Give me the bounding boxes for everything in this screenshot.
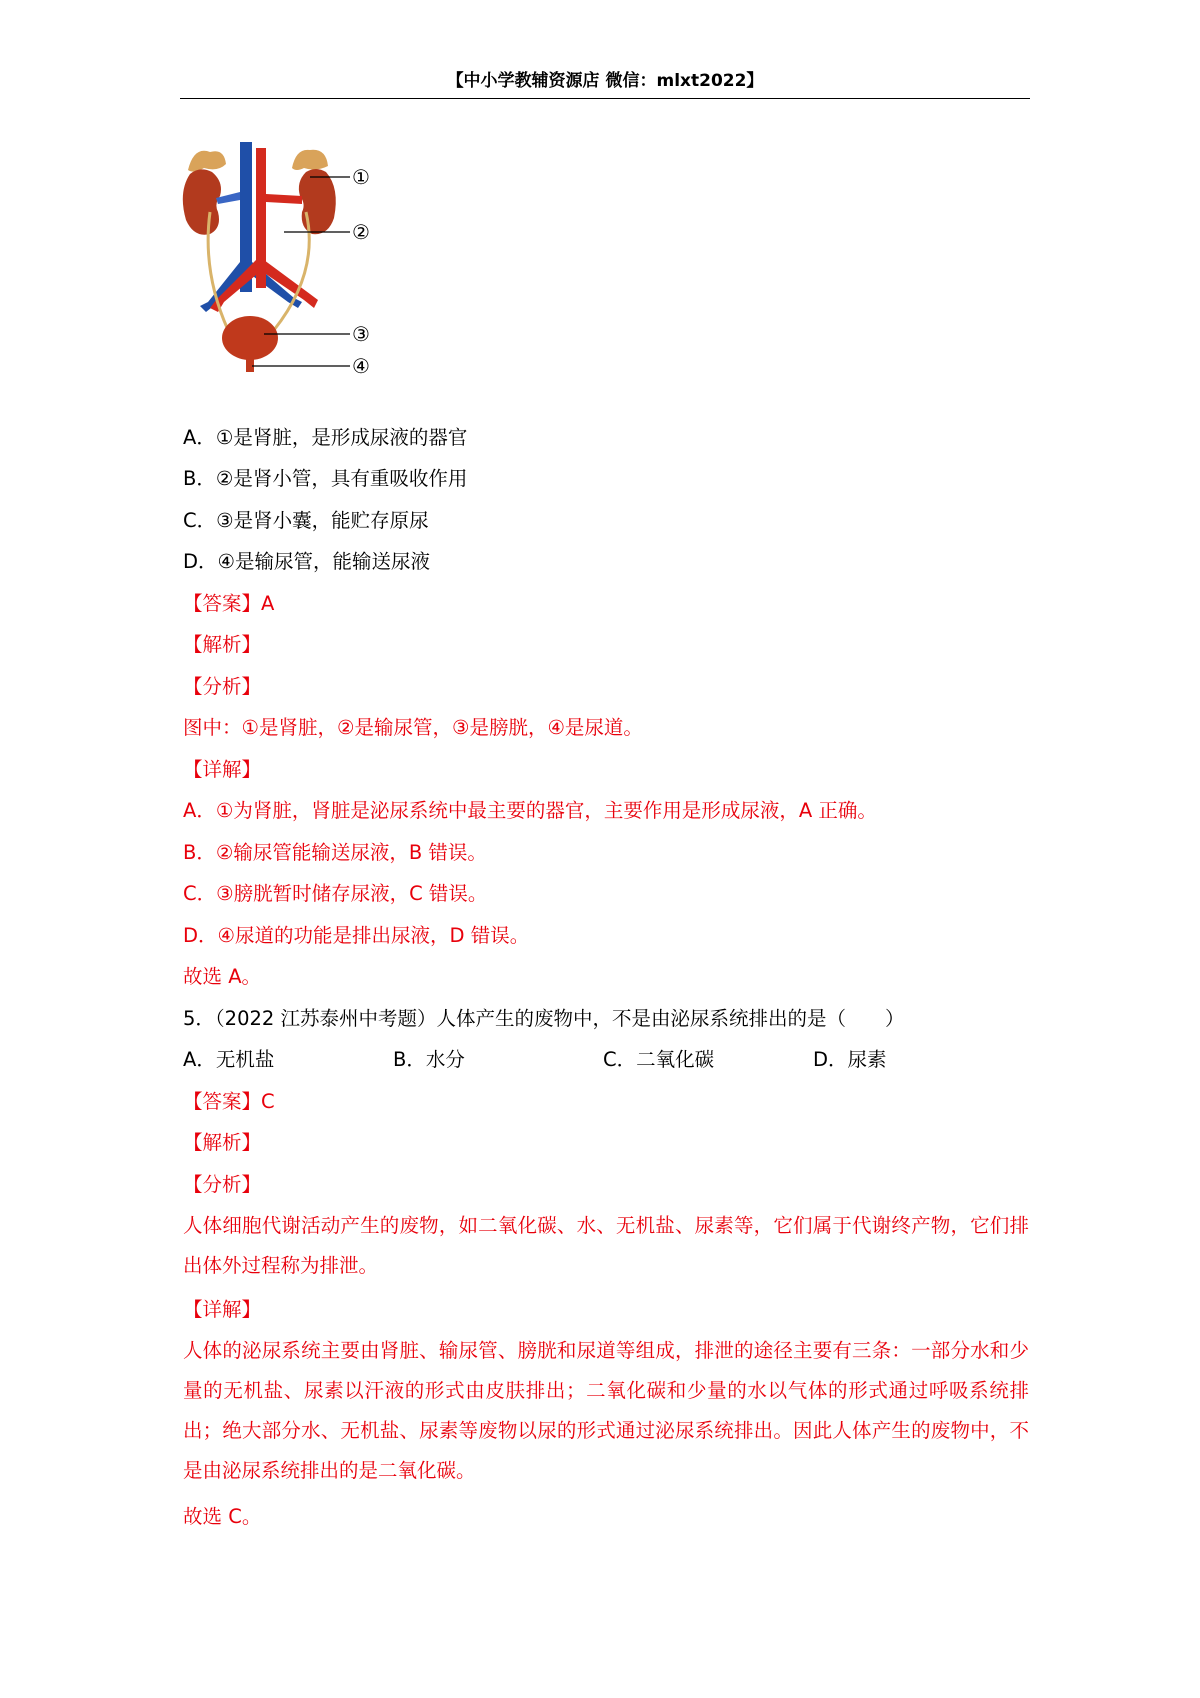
q5-answer: 【答案】C	[183, 1090, 275, 1113]
right-renal-vessels	[266, 194, 302, 204]
right-adrenal-gland	[292, 150, 328, 170]
q5-xiangjie-text: 人体的泌尿系统主要由肾脏、输尿管、膀胱和尿道等组成，排泄的途径主要有三条：一部分水和少量的无机盐、尿素以汗液的形式由皮肤排出；二氧化碳和少量的水以气体的形式通过呼吸系统排出；绝大部分水、无机盐、尿素等废物以尿的形式通过泌尿系统排出。因此人体产生的废物中，不是由泌尿系统排出的是二氧化碳。	[183, 1339, 1029, 1482]
q5-conclusion: 故选 C。	[183, 1505, 262, 1528]
q4-detail-c: C．③膀胱暂时储存尿液，C 错误。	[183, 882, 488, 905]
figure-label-3: ③	[352, 322, 370, 346]
q4-option-b: B．②是肾小管，具有重吸收作用	[183, 467, 468, 490]
q4-fenxi-text: 图中：①是肾脏，②是输尿管，③是膀胱，④是尿道。	[183, 716, 643, 739]
q5-fenxi-text: 人体细胞代谢活动产生的废物，如二氧化碳、水、无机盐、尿素等，它们属于代谢终产物，它们排出体外过程称为排泄。	[183, 1214, 1029, 1277]
q4-detail-d: D．④尿道的功能是排出尿液，D 错误。	[183, 924, 530, 947]
urinary-system-figure	[180, 142, 410, 412]
figure-label-2: ②	[352, 220, 370, 244]
right-kidney	[299, 169, 336, 234]
q5-option-c: C．二氧化碳	[603, 1048, 715, 1071]
q5-xiangjie-heading: 【详解】	[183, 1298, 262, 1321]
q4-option-c: C．③是肾小囊，能贮存原尿	[183, 509, 429, 532]
q4-fenxi-heading: 【分析】	[183, 675, 262, 698]
left-adrenal-gland	[188, 151, 226, 172]
q5-jiexi-heading: 【解析】	[183, 1131, 262, 1154]
figure-label-4: ④	[352, 354, 370, 378]
header-divider	[180, 98, 1030, 99]
right-ureter	[274, 212, 309, 330]
q4-detail-b: B．②输尿管能输送尿液，B 错误。	[183, 841, 487, 864]
q4-jiexi-heading: 【解析】	[183, 633, 262, 656]
urinary-system-diagram	[180, 142, 410, 412]
q4-xiangjie-heading: 【详解】	[183, 758, 262, 781]
figure-label-1: ①	[352, 165, 370, 189]
bladder	[222, 316, 278, 360]
q4-conclusion: 故选 A。	[183, 965, 262, 988]
page-header: 【中小学教辅资源店 微信：mlxt2022】	[446, 71, 764, 91]
q4-option-a: A．①是肾脏，是形成尿液的器官	[183, 426, 468, 449]
q5-option-d: D．尿素	[813, 1048, 887, 1071]
q5-stem: 5．（2022 江苏泰州中考题）人体产生的废物中，不是由泌尿系统排出的是（ ）	[183, 1007, 905, 1030]
urethra	[246, 358, 254, 372]
q5-fenxi-heading: 【分析】	[183, 1173, 262, 1196]
q4-answer: 【答案】A	[183, 592, 275, 615]
q5-option-a: A．无机盐	[183, 1048, 275, 1071]
q4-detail-a: A．①为肾脏，肾脏是泌尿系统中最主要的器官，主要作用是形成尿液，A 正确。	[183, 799, 877, 822]
q4-option-d: D．④是输尿管，能输送尿液	[183, 550, 430, 573]
left-kidney	[183, 169, 221, 234]
q5-option-b: B．水分	[393, 1048, 465, 1071]
